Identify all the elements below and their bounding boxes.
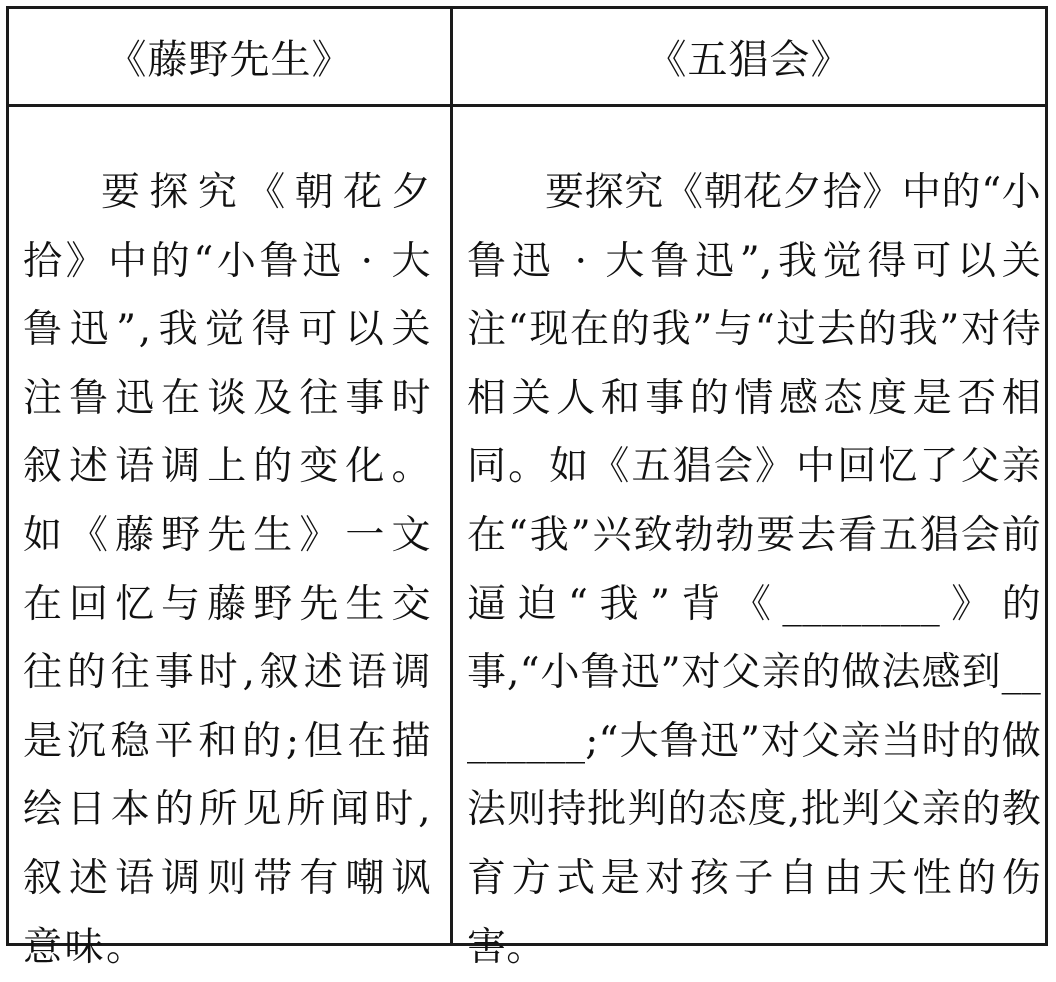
header-tengye-xiansheng: 《藤野先生》 <box>106 37 353 83</box>
cell-wuchanghui-text: 要探究《朝花夕拾》中的“小鲁迅 · 大鲁迅”,我觉得可以关注“现在的我”与“过去的我”对待相关人和事的情感态度是否相同。如《五猖会》中回忆了父亲在“我”兴致勃勃要去看五猖会前逼迫“我”背《________》的事,“小鲁迅”对父亲的做法感到________;“大鲁迅”对父亲当时的做法则持批判的态度,批判父亲的教育方式是对孩子自由天性的伤害。 <box>467 170 1041 970</box>
comparison-table <box>6 6 1048 970</box>
column-divider <box>450 9 453 943</box>
cell-tengye-xiansheng-text: 要探究《朝花夕拾》中的“小鲁迅 · 大鲁迅”,我觉得可以关注鲁迅在谈及往事时叙述语调上的变化。如《藤野先生》一文在回忆与藤野先生交往的往事时,叙述语调是沉稳平和的;但在描绘日本的所见所闻时,叙述语调则带有嘲讽意味。 <box>23 170 433 970</box>
header-wuchanghui: 《五猖会》 <box>646 37 852 83</box>
header-divider <box>9 104 1045 107</box>
